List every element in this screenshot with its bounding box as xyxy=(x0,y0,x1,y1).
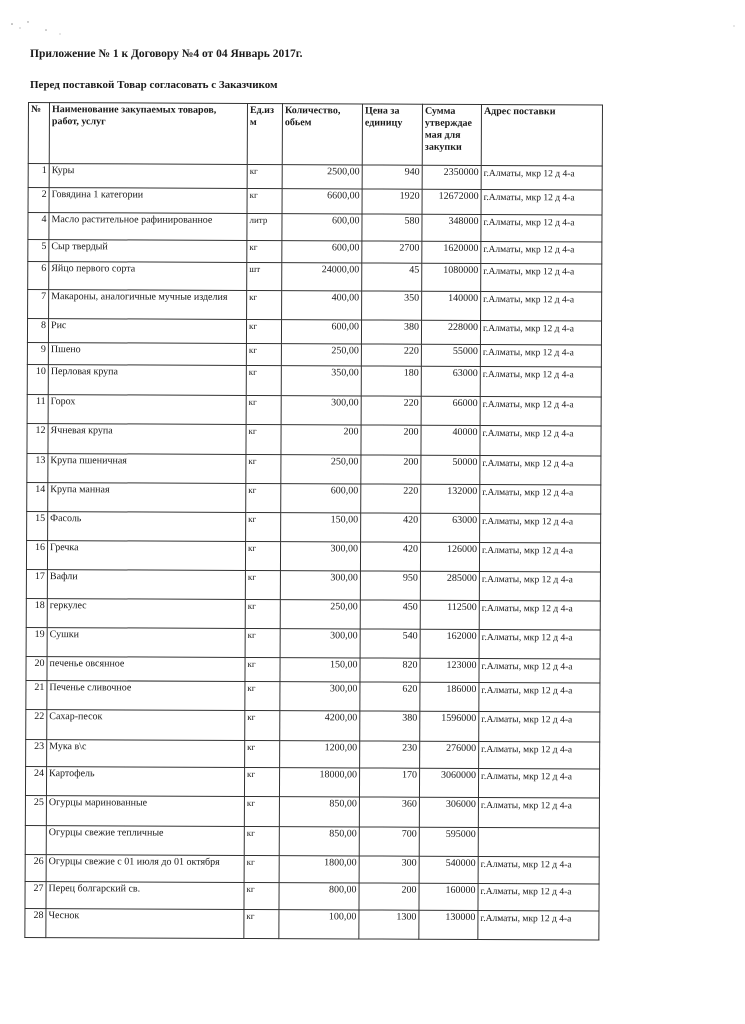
cell-sum: 55000 xyxy=(421,344,480,366)
cell-name: Крупа пшеничная xyxy=(48,454,246,484)
cell-price: 700 xyxy=(359,827,419,856)
cell-price: 360 xyxy=(359,797,419,827)
cell-name: Сушки xyxy=(47,628,245,658)
cell-name: Чеснок xyxy=(46,909,244,939)
table-row xyxy=(25,881,599,911)
document-title: Приложение № 1 к Договору №4 от 04 Январь 2017г. xyxy=(30,48,303,60)
cell-num: 9 xyxy=(27,342,48,364)
cell-address: г.Алматы, мкр 12 д 4-а xyxy=(479,542,600,572)
cell-qty: 1200,00 xyxy=(280,741,360,768)
cell-address: г.Алматы, мкр 12 д 4-а xyxy=(480,425,601,456)
cell-qty: 24000,00 xyxy=(282,263,362,291)
cell-price: 170 xyxy=(359,768,419,797)
cell-address: г.Алматы, мкр 12 д 4-а xyxy=(481,263,602,292)
cell-name: Вафли xyxy=(47,570,245,600)
cell-name: Говядина 1 категории xyxy=(49,188,247,214)
cell-name: Горох xyxy=(48,395,246,425)
cell-sum: 348000 xyxy=(422,214,481,241)
table-row xyxy=(28,188,602,216)
cell-address: г.Алматы, мкр 12 д 4-а xyxy=(481,291,602,321)
cell-unit: кг xyxy=(246,424,281,454)
table-row xyxy=(27,364,601,397)
cell-qty: 100,00 xyxy=(279,910,359,939)
cell-num xyxy=(25,825,46,854)
header-sum: Сумма утверждае мая для закупки xyxy=(422,104,481,165)
cell-qty: 1800,00 xyxy=(279,856,359,883)
cell-name: Картофель xyxy=(46,767,244,797)
cell-qty: 200 xyxy=(281,425,361,455)
cell-qty: 400,00 xyxy=(282,291,362,320)
cell-name: Фасоль xyxy=(48,512,246,542)
cell-address: г.Алматы, мкр 12 д 4-а xyxy=(481,189,602,215)
cell-qty: 4200,00 xyxy=(280,711,360,741)
cell-num: 22 xyxy=(26,709,47,739)
cell-sum: 2350000 xyxy=(422,165,481,189)
cell-unit: литр xyxy=(247,213,282,240)
table-row xyxy=(26,709,600,742)
table-row xyxy=(28,290,602,322)
cell-qty: 2500,00 xyxy=(282,165,362,189)
cell-sum: 12672000 xyxy=(422,189,481,214)
table-row xyxy=(26,739,600,769)
cell-sum: 160000 xyxy=(419,883,478,910)
cell-sum: 1080000 xyxy=(422,263,481,291)
cell-sum: 1596000 xyxy=(420,711,479,741)
cell-qty: 300,00 xyxy=(281,396,361,425)
table-row xyxy=(26,598,600,630)
cell-num: 27 xyxy=(25,881,46,908)
cell-address: г.Алматы, мкр 12 д 4-а xyxy=(479,711,600,742)
cell-qty: 300,00 xyxy=(280,629,360,658)
cell-sum: 228000 xyxy=(421,320,480,344)
cell-address: г.Алматы, мкр 12 д 4-а xyxy=(478,883,599,911)
table-row xyxy=(27,453,601,485)
cell-qty: 600,00 xyxy=(282,214,362,241)
cell-num: 14 xyxy=(27,482,48,511)
cell-address: г.Алматы, мкр 12 д 4-а xyxy=(478,910,599,940)
cell-qty: 250,00 xyxy=(281,344,361,366)
cell-num: 24 xyxy=(25,766,46,795)
cell-address: г.Алматы, мкр 12 д 4-а xyxy=(480,455,601,485)
cell-sum: 1620000 xyxy=(422,241,481,263)
cell-unit: кг xyxy=(246,365,281,395)
cell-sum: 123000 xyxy=(420,658,479,682)
cell-price: 620 xyxy=(360,682,420,711)
cell-address: г.Алматы, мкр 12 д 4-а xyxy=(481,214,602,242)
cell-name: Гречка xyxy=(47,541,245,571)
cell-price: 820 xyxy=(360,658,420,682)
table-row xyxy=(27,482,601,514)
table-row xyxy=(27,394,601,426)
table-row xyxy=(25,795,599,828)
cell-unit: кг xyxy=(247,240,282,262)
cell-num: 17 xyxy=(26,569,47,598)
cell-sum: 285000 xyxy=(420,571,479,600)
table-row xyxy=(25,766,599,798)
header-num: № xyxy=(28,103,49,164)
cell-name: Яйцо первого сорта xyxy=(49,262,247,291)
cell-sum: 132000 xyxy=(421,484,480,513)
cell-price: 180 xyxy=(361,366,421,396)
cell-qty: 150,00 xyxy=(281,513,361,542)
cell-price: 950 xyxy=(360,571,420,600)
cell-sum: 40000 xyxy=(421,425,480,455)
cell-unit: кг xyxy=(245,628,280,657)
items-table xyxy=(24,102,603,941)
cell-qty: 800,00 xyxy=(279,883,359,910)
cell-qty: 600,00 xyxy=(281,320,361,344)
cell-num: 26 xyxy=(25,854,46,881)
table-row xyxy=(28,164,602,191)
cell-unit: кг xyxy=(247,188,282,213)
cell-sum: 276000 xyxy=(420,741,479,768)
cell-num: 1 xyxy=(28,164,49,188)
cell-price: 380 xyxy=(360,711,420,741)
cell-num: 6 xyxy=(28,262,49,290)
document-subtitle: Перед поставкой Товар согласовать с Заказчиком xyxy=(30,79,278,91)
cell-qty: 300,00 xyxy=(280,542,360,571)
table-row xyxy=(27,423,601,456)
cell-unit: кг xyxy=(245,681,280,710)
cell-price: 580 xyxy=(362,214,422,241)
cell-address: г.Алматы, мкр 12 д 4-а xyxy=(479,600,600,630)
cell-num: 19 xyxy=(26,627,47,656)
cell-price: 220 xyxy=(361,344,421,366)
cell-address: г.Алматы, мкр 12 д 4-а xyxy=(481,165,602,190)
cell-num: 11 xyxy=(27,394,48,423)
table-row xyxy=(27,319,601,346)
cell-num: 2 xyxy=(28,188,49,213)
cell-price: 380 xyxy=(361,320,421,344)
cell-price: 420 xyxy=(360,542,420,571)
cell-name: Огурцы свежие тепличные xyxy=(46,826,244,856)
cell-price: 200 xyxy=(361,455,421,484)
cell-sum: 63000 xyxy=(421,513,480,542)
cell-num: 18 xyxy=(26,598,47,627)
cell-num: 8 xyxy=(27,319,48,343)
cell-price: 45 xyxy=(362,263,422,291)
table-row xyxy=(25,854,599,884)
cell-address: г.Алматы, мкр 12 д 4-а xyxy=(480,484,601,514)
cell-sum: 112500 xyxy=(420,600,479,629)
table-row xyxy=(28,240,602,265)
cell-num: 7 xyxy=(28,290,49,319)
cell-unit: кг xyxy=(245,599,280,628)
cell-name: геркулес xyxy=(47,599,245,629)
cell-qty: 300,00 xyxy=(280,571,360,600)
cell-sum: 540000 xyxy=(419,856,478,883)
cell-unit: кг xyxy=(245,570,280,599)
cell-price: 450 xyxy=(360,600,420,629)
header-name: Наименование закупаемых товаров, работ, услуг xyxy=(49,103,247,165)
cell-num: 13 xyxy=(27,453,48,482)
header-address: Адрес поставки xyxy=(481,104,602,166)
cell-qty: 850,00 xyxy=(279,827,359,856)
table-row xyxy=(28,213,602,243)
cell-qty: 250,00 xyxy=(280,600,360,629)
cell-unit: кг xyxy=(247,290,282,319)
cell-qty: 350,00 xyxy=(281,366,361,396)
cell-unit: кг xyxy=(244,855,279,882)
cell-address: г.Алматы, мкр 12 д 4-а xyxy=(478,768,599,798)
cell-unit: кг xyxy=(245,657,280,681)
cell-num: 16 xyxy=(26,540,47,569)
cell-num: 15 xyxy=(27,511,48,540)
cell-price: 220 xyxy=(361,396,421,425)
header-unit: Ед.из м xyxy=(247,103,282,164)
cell-price: 1920 xyxy=(362,189,422,214)
cell-address: г.Алматы, мкр 12 д 4-а xyxy=(479,741,600,769)
cell-address: г.Алматы, мкр 12 д 4-а xyxy=(479,629,600,659)
cell-num: 23 xyxy=(26,739,47,766)
cell-sum: 66000 xyxy=(421,396,480,425)
cell-qty: 6600,00 xyxy=(282,189,362,214)
cell-price: 540 xyxy=(360,629,420,658)
cell-unit: кг xyxy=(246,319,281,343)
table-row xyxy=(25,825,599,857)
cell-unit: кг xyxy=(246,512,281,541)
cell-name: Сахар-песок xyxy=(47,710,245,741)
cell-address: г.Алматы, мкр 12 д 4-а xyxy=(478,797,599,828)
cell-name: Сыр твердый xyxy=(49,240,247,263)
cell-price: 220 xyxy=(361,484,421,513)
cell-sum: 306000 xyxy=(419,797,478,827)
cell-num: 10 xyxy=(27,364,48,394)
cell-qty: 300,00 xyxy=(280,682,360,711)
cell-price: 350 xyxy=(362,291,422,320)
cell-sum: 595000 xyxy=(419,827,478,856)
cell-unit: кг xyxy=(244,882,279,909)
cell-address: г.Алматы, мкр 12 д 4-а xyxy=(479,658,600,683)
cell-address: г.Алматы, мкр 12 д 4-а xyxy=(481,241,602,264)
cell-name: Перец болгарский св. xyxy=(46,882,244,910)
cell-unit: кг xyxy=(247,164,282,188)
cell-name: Масло растительное рафинированное xyxy=(49,213,247,241)
table-header-row xyxy=(28,103,602,167)
cell-num: 20 xyxy=(26,656,47,680)
cell-num: 25 xyxy=(25,795,46,825)
table-row xyxy=(25,908,599,940)
cell-address: г.Алматы, мкр 12 д 4-а xyxy=(478,856,599,884)
cell-num: 12 xyxy=(27,423,48,453)
cell-address: г.Алматы, мкр 12 д 4-а xyxy=(479,682,600,712)
cell-unit: кг xyxy=(244,826,279,855)
cell-qty: 150,00 xyxy=(280,658,360,682)
cell-unit: кг xyxy=(244,767,279,796)
cell-name: Перловая крупа xyxy=(48,365,246,396)
cell-num: 4 xyxy=(28,213,49,240)
cell-sum: 63000 xyxy=(421,366,480,396)
cell-name: Огурцы маринованные xyxy=(46,796,244,827)
cell-qty: 850,00 xyxy=(279,797,359,827)
cell-unit: кг xyxy=(245,740,280,767)
table-row xyxy=(27,511,601,543)
cell-sum: 140000 xyxy=(422,291,481,320)
cell-unit: кг xyxy=(244,796,279,826)
cell-unit: кг xyxy=(246,454,281,483)
header-price: Цена за единицу xyxy=(362,104,422,165)
table-row xyxy=(27,342,601,367)
cell-unit: кг xyxy=(246,343,281,365)
cell-unit: кг xyxy=(245,541,280,570)
table-row xyxy=(26,680,600,712)
cell-name: Ячневая крупа xyxy=(48,424,246,455)
cell-address: г.Алматы, мкр 12 д 4-а xyxy=(480,320,601,345)
cell-name: Куры xyxy=(49,164,247,189)
cell-name: Рис xyxy=(48,319,246,344)
cell-address: г.Алматы, мкр 12 д 4-а xyxy=(480,396,601,426)
cell-sum: 50000 xyxy=(421,455,480,484)
cell-name: Мука в\с xyxy=(47,740,245,768)
cell-sum: 3060000 xyxy=(419,768,478,797)
cell-name: Крупа манная xyxy=(48,483,246,513)
cell-unit: шт xyxy=(247,262,282,290)
cell-name: Макароны, аналогичные мучные изделия xyxy=(49,290,247,320)
table-row xyxy=(28,262,602,293)
cell-qty: 600,00 xyxy=(281,484,361,513)
cell-price: 230 xyxy=(360,741,420,768)
header-qty: Количество, обьем xyxy=(282,104,362,165)
table-row xyxy=(26,540,600,572)
cell-price: 2700 xyxy=(362,241,422,263)
cell-num: 28 xyxy=(25,908,46,937)
cell-unit: кг xyxy=(246,395,281,424)
cell-price: 300 xyxy=(359,856,419,883)
cell-price: 1300 xyxy=(359,910,419,939)
cell-address: г.Алматы, мкр 12 д 4-а xyxy=(480,344,601,367)
cell-qty: 18000,00 xyxy=(279,768,359,797)
cell-sum: 126000 xyxy=(420,542,479,571)
cell-address: г.Алматы, мкр 12 д 4-а xyxy=(479,571,600,601)
cell-qty: 600,00 xyxy=(282,241,362,263)
table-row xyxy=(26,656,600,683)
cell-price: 420 xyxy=(361,513,421,542)
cell-name: печенье овсянное xyxy=(47,657,245,682)
cell-price: 200 xyxy=(361,425,421,455)
cell-name: Пшено xyxy=(48,343,246,366)
table-row xyxy=(26,627,600,659)
cell-price: 940 xyxy=(362,165,422,189)
cell-sum: 162000 xyxy=(420,629,479,658)
cell-sum: 130000 xyxy=(419,910,478,939)
cell-unit: кг xyxy=(244,909,279,938)
cell-price: 200 xyxy=(359,883,419,910)
cell-address: г.Алматы, мкр 12 д 4-а xyxy=(480,513,601,543)
cell-name: Печенье сливочное xyxy=(47,681,245,711)
cell-sum: 186000 xyxy=(420,682,479,711)
cell-address: г.Алматы, мкр 12 д 4-а xyxy=(480,366,601,397)
table-row xyxy=(26,569,600,601)
cell-unit: кг xyxy=(245,710,280,740)
cell-unit: кг xyxy=(246,483,281,512)
cell-num: 21 xyxy=(26,680,47,709)
cell-num: 5 xyxy=(28,240,49,262)
cell-name: Огурцы свежие с 01 июля до 01 октября xyxy=(46,855,244,883)
cell-qty: 250,00 xyxy=(281,455,361,484)
cell-address xyxy=(478,827,599,857)
